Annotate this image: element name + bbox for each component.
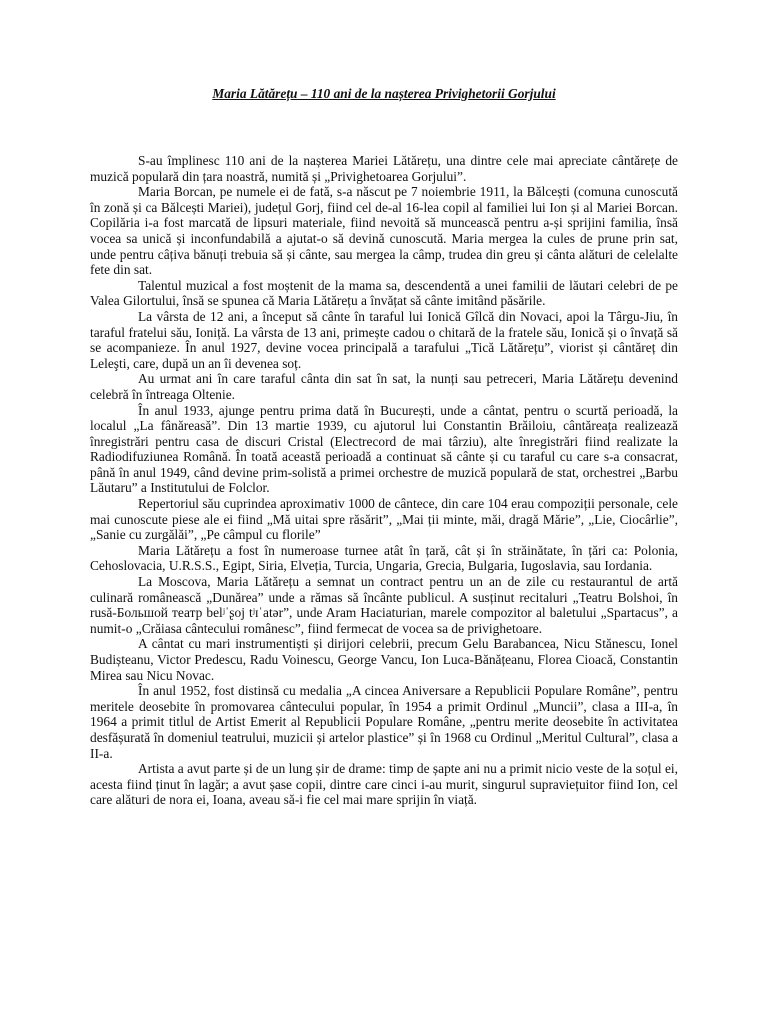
paragraph: În anul 1933, ajunge pentru prima dată în București, unde a cântat, pentru o scurtă perioadă, la localul „La fânăreasă”. Din 13 martie 1939, cu ajutorul lui Constantin Brăiloiu, cântăreața realizează înregistrări pentru casa de discuri Cristal (Electrecord de mai târziu), alte înregistrări fiind realizate la Radiodifuziunea Română. În toată această perioadă a continuat să cânte și cu taraful cu care s-a consacrat, până în anul 1949, când devine prim-solistă a primei orchestre de muzică populară de stat, orchestrei „Barbu Lăutaru” a Institutului de Folclor. bbox=[90, 402, 678, 496]
paragraph: A cântat cu mari instrumentiști și dirijori celebrii, precum Gelu Barabancea, Nicu Stănescu, Ionel Budișteanu, Victor Predescu, Radu Voinescu, George Vancu, Ion Luca-Bănățeanu, Florea Cioacă, Constantin Mirea sau Nicu Novac. bbox=[90, 636, 678, 683]
paragraph: La Moscova, Maria Lătărețu a semnat un contract pentru un an de zile cu restaurantul de artă culinară românească „Dunărea” unde a rămas să încânte publicul. A susținut recitaluri „Teatru Bolshoi, în rusă-Большой театр belʲˈʂoj tʲɪˈatər”, unde Aram Haciaturian, marele compozitor al baletului „Spartacus”, a numit-o „Crăiasa cântecului românesc”, fiind fermecat de vocea sa de privighetoare. bbox=[90, 574, 678, 636]
paragraph: Au urmat ani în care taraful cânta din sat în sat, la nunți sau petreceri, Maria Lătărețu devenind celebră în întreaga Oltenie. bbox=[90, 371, 678, 402]
paragraph: Repertoriul său cuprindea aproximativ 1000 de cântece, din care 104 erau compoziții personale, cele mai cunoscute piese ale ei fiind „Mă uitai spre răsărit”, „Mai ții minte, măi, dragă Mărie”, „Lie, Ciocârlie”, „Sanie cu zurgălăi”, „Pe câmpul cu florile” bbox=[90, 496, 678, 543]
document-body bbox=[90, 153, 678, 808]
paragraph: În anul 1952, fost distinsă cu medalia „A cincea Aniversare a Republicii Populare Române”, pentru meritele deosebite în promovarea cântecului popular, în 1954 a primit Ordinul „Muncii”, clasa a III-a, în 1964 a primit titlul de Artist Emerit al Republicii Populare Române, „pentru merite deosebite în activitatea desfășurată în domeniul teatrului, muzicii și artelor plastice” și în 1968 cu Ordinul „Meritul Cultural”, clasa a II-a. bbox=[90, 683, 678, 761]
paragraph: Maria Lătărețu a fost în numeroase turnee atât în țară, cât și în străinătate, în țări ca: Polonia, Cehoslovacia, U.R.S.S., Egipt, Siria, Elveția, Turcia, Ungaria, Grecia, Bulgaria, Iugoslavia, sau Iordania. bbox=[90, 542, 678, 574]
paragraph: Talentul muzical a fost moștenit de la mama sa, descendentă a unei familii de lăutari celebri de pe Valea Gilortului, însă se spunea că Maria Lătărețu a învățat să cânte imitând păsările. bbox=[90, 277, 678, 309]
paragraph: S-au împlinesc 110 ani de la nașterea Mariei Lătărețu, una dintre cele mai apreciate cântărețe de muzică populară din țara noastră, numită și „Privighetoarea Gorjului”. bbox=[90, 153, 678, 184]
document-title: Maria Lătărețu – 110 ani de la nașterea Privighetorii Gorjului bbox=[212, 86, 556, 101]
paragraph: La vârsta de 12 ani, a început să cânte în taraful lui Ionică Gîlcă din Novaci, apoi la Târgu-Jiu, în taraful fratelui său, Ioniță. La vârsta de 13 ani, primește cadou o chitară de la fratele său, Ionică și o învață să se acompanieze. În anul 1927, devine vocea principală a tarafului „Tică Lătărețu”, viorist și cântăreț din Leleşti, care, după un an îi devenea soț. bbox=[90, 308, 678, 371]
paragraph: Maria Borcan, pe numele ei de fată, s-a născut pe 7 noiembrie 1911, la Bălcești (comuna cunoscută în zonă și ca Bălcești Mariei), județul Gorj, fiind cel de-al 16-lea copil al familiei lui Ion și al Mariei Borcan. Copilăria i-a fost marcată de lipsuri materiale, fiind nevoită să muncească pentru a-și sprijini familia, însă vocea sa unică și inconfundabilă a ajutat-o să devină cunoscută. Maria mergea la cules de prune prin sat, unde pentru câțiva bănuți trebuia să și cânte, sau mergea la câmp, trudea din greu și cânta alături de celelalte fete din sat. bbox=[90, 184, 678, 278]
paragraph: Artista a avut parte și de un lung șir de drame: timp de șapte ani nu a primit nicio veste de la soțul ei, acesta fiind ținut în lagăr; a avut șase copii, dintre care cinci i-au murit, singurul supraviețuitor fiind Ion, cel care alături de nora ei, Ioana, aveau să-i fie cel mai mare sprijin în viață. bbox=[90, 761, 678, 808]
